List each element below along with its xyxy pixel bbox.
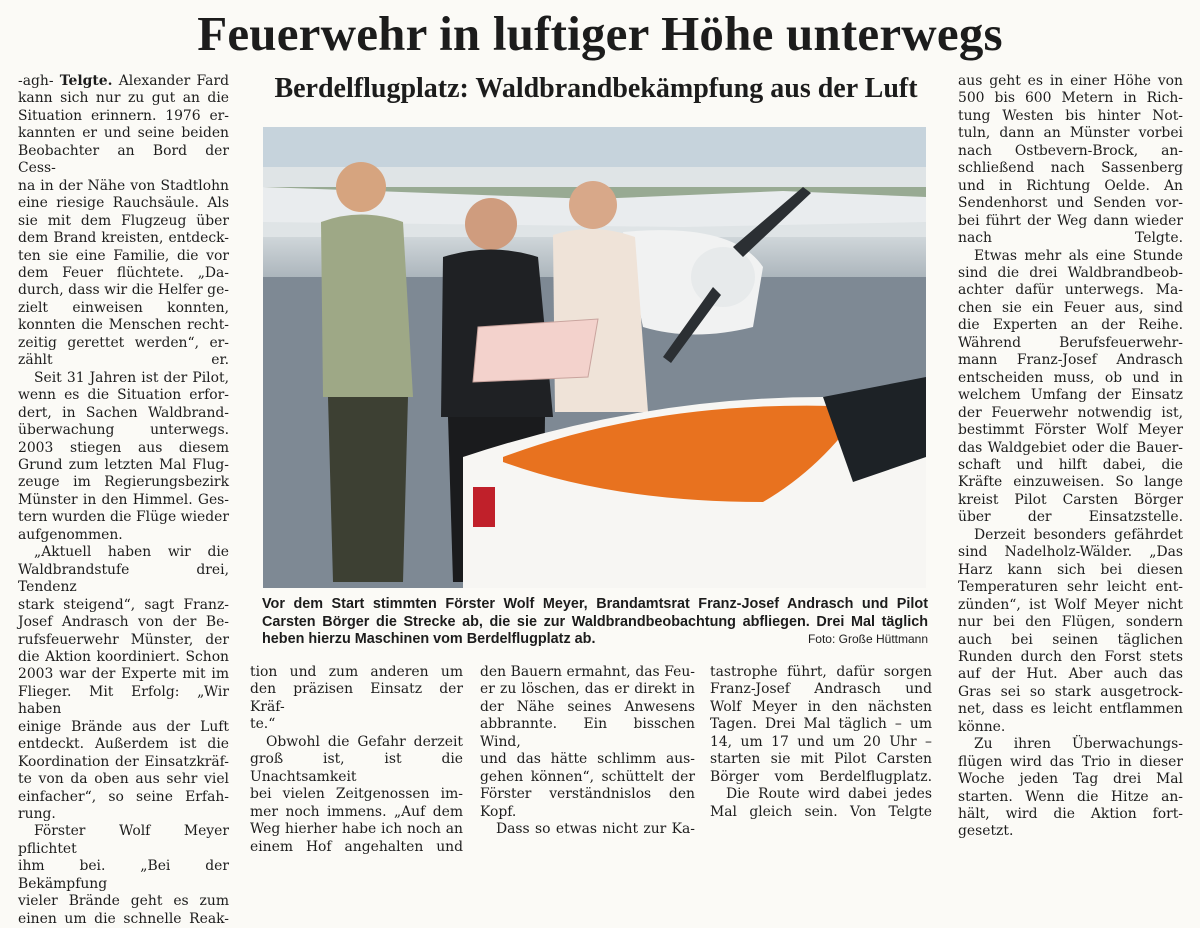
- paragraph-10: [710, 786, 932, 821]
- photo-credit: Foto: Große Hüttmann: [807, 632, 928, 647]
- text-line: zünden“, ist Wolf Meyer nicht: [958, 596, 1183, 613]
- text-line: sie mit dem Flugzeug über: [18, 212, 229, 229]
- text-line: tung Westen bis hinter Not-: [958, 107, 1183, 124]
- text-line: starten. Wenn die Hitze an-: [958, 788, 1183, 805]
- text-line: Woche jeden Tag drei Mal: [958, 771, 1183, 788]
- person-forester-shirt: [321, 215, 413, 398]
- text-line: tuln, dann an Münster vorbei: [958, 125, 1183, 142]
- car-taillight: [473, 487, 495, 527]
- article-headline: Feuerwehr in luftiger Höhe unterwegs: [197, 6, 1003, 61]
- text-line: Weg hierher habe ich noch an: [250, 821, 463, 838]
- text-line: entdeckt. Außerdem ist die: [18, 736, 229, 753]
- text-line: gehen können“, schüttelt der: [480, 768, 695, 785]
- text-line: auf der Hut. Aber auch das: [958, 666, 1183, 683]
- paragraph-7: [480, 664, 695, 821]
- text-line: auch bei seinen täglichen: [958, 631, 1183, 648]
- text-line: Förster Wolf Meyer pflichtet: [18, 823, 229, 857]
- article-column-1: [18, 73, 229, 928]
- paragraph-9: [710, 664, 932, 786]
- map-sheet: [473, 319, 598, 382]
- text-line: zählt er.: [18, 352, 229, 369]
- person-firefighter-head: [465, 198, 517, 250]
- text-line: Temperaturen sehr leicht ent-: [958, 579, 1183, 596]
- text-line: kann sich nur zu gut an die: [18, 90, 229, 107]
- text-line: ihm bei. „Bei der Bekämpfung: [18, 858, 229, 892]
- text-line: den präzisen Einsatz der Kräf-: [250, 681, 463, 715]
- text-line: stark steigend“, sagt Franz-: [18, 596, 229, 613]
- text-line: einen um die schnelle Reak-: [18, 910, 229, 927]
- text-line: nach Ostbevern-Brock, an-: [958, 142, 1183, 159]
- text-line: schließend nach Sassenberg: [958, 160, 1183, 177]
- text-line: hält, wird die Aktion fort-: [958, 806, 1183, 823]
- text-line: Sendenhorst und Senden vor-: [958, 195, 1183, 212]
- article-column-4: [710, 664, 932, 821]
- text-line: te.“: [250, 716, 276, 733]
- text-line: rufsfeuerwehr Münster, der: [18, 631, 229, 648]
- text-line: konnten die Menschen recht-: [18, 317, 229, 334]
- text-line: abbrannte. Ein bisschen Wind,: [480, 716, 695, 750]
- text-line: aus geht es in einer Höhe von: [958, 73, 1183, 89]
- text-line: tastrophe führt, dafür sorgen: [710, 664, 932, 680]
- text-line: tion und zum anderen um: [250, 664, 463, 680]
- text-line: er zu löschen, das er direkt in: [480, 681, 695, 698]
- text-line: ten sie eine Familie, die vor: [18, 247, 229, 264]
- paragraph-8: [480, 821, 695, 838]
- text-line: Tagen. Drei Mal täglich – um: [710, 716, 932, 733]
- text-line: bestimmt Förster Wolf Meyer: [958, 422, 1183, 439]
- text-line: Münster in den Himmel. Ges-: [18, 491, 229, 508]
- text-line: vieler Brände geht es zum: [18, 893, 229, 910]
- text-line: dert, in Sachen Waldbrand-: [18, 404, 229, 421]
- text-line: und in Richtung Oelde. An: [958, 177, 1183, 194]
- text-line: Runden durch den Forst stets: [958, 648, 1183, 665]
- text-line: bei vielen Zeitgenossen im-: [250, 786, 463, 803]
- text-line: mann Franz-Josef Andrasch: [958, 352, 1183, 369]
- text-line: Situation erinnern. 1976 er-: [18, 107, 229, 124]
- text-line: Koordination der Einsatzkräf-: [18, 753, 229, 770]
- text-line: einige Brände aus der Luft: [18, 718, 229, 735]
- text-line: gesetzt.: [958, 823, 1014, 840]
- text-line: Flieger. Mit Erfolg: „Wir haben: [18, 683, 229, 718]
- article-column-3: [480, 664, 695, 839]
- paragraph-6: [250, 734, 463, 856]
- text-line: dem Brand kreisten, entdeck-: [18, 230, 229, 247]
- text-line: Franz-Josef Andrasch und: [710, 681, 932, 698]
- paragraph-1: [18, 73, 229, 370]
- text-line: Grund zum letzten Mal Flug-: [18, 456, 229, 473]
- text-line: Während Berufsfeuerwehr-: [958, 334, 1183, 351]
- text-line: starten sie mit Pilot Carsten: [710, 751, 932, 768]
- text-line: nur bei den Flügen, sondern: [958, 614, 1183, 631]
- airplane-nose: [691, 247, 755, 307]
- text-line: Josef Andrasch von der Be-: [18, 614, 229, 631]
- text-line: „Aktuell haben wir die: [34, 544, 229, 561]
- text-line: dem Feuer flüchtete. „Da-: [18, 264, 229, 281]
- text-line: über der Einsatzstelle.: [958, 509, 1183, 526]
- person-forester-head: [336, 162, 386, 212]
- text-line: 2003 war der Experte mit im: [18, 666, 229, 683]
- person-pilot-shirt: [553, 229, 648, 412]
- paragraph-2: [18, 370, 229, 545]
- text-line: durch, dass wir die Helfer ge-: [18, 282, 229, 299]
- text-line: kannten er und seine beiden: [18, 125, 229, 142]
- text-line: das Waldgebiet oder die Bauer-: [958, 439, 1183, 456]
- text-line: Börger vom Berdelflugplatz.: [710, 768, 932, 785]
- paragraph-12: [958, 248, 1183, 527]
- text-line: sind die drei Waldbrandbeob-: [958, 264, 1183, 281]
- text-line: und das hätte schlimm aus-: [480, 751, 695, 768]
- text-line: flügen wird das Trio in dieser: [958, 753, 1183, 770]
- text-line: Zu ihren Überwachungs-: [974, 736, 1183, 753]
- photo-illustration: [263, 127, 926, 588]
- text-line: te von da oben aus sehr viel: [18, 771, 229, 788]
- text-line: 500 bis 600 Metern in Rich-: [958, 90, 1183, 107]
- text-line: könne.: [958, 718, 1006, 735]
- text-line: der Feuerwehr notwendig ist,: [958, 404, 1183, 421]
- text-line: Derzeit besonders gefährdet: [974, 526, 1183, 543]
- text-line: Kräfte einzuweisen. So lange: [958, 474, 1183, 491]
- text-line: Etwas mehr als eine Stunde: [974, 247, 1183, 264]
- text-line: die Aktion koordiniert. Schon: [18, 648, 229, 665]
- text-line: Die Route wird dabei jedes: [726, 786, 932, 803]
- dateline: -agh-: [18, 73, 54, 89]
- article-subheadline: Berdelflugplatz: Waldbrandbekämpfung aus der Luft: [274, 73, 918, 104]
- text-line: Wolf Meyer in den nächsten: [710, 698, 932, 715]
- article-photo: [263, 127, 926, 588]
- text-line: Dass so etwas nicht zur Ka-: [496, 821, 695, 838]
- text-line: Beobachter an Bord der Cess-: [18, 142, 229, 177]
- text-line: 14, um 17 und um 20 Uhr –: [710, 733, 932, 750]
- text-line: schaft und hilft dabei, die: [958, 456, 1183, 473]
- text-line: einem Hof angehalten und: [250, 838, 463, 855]
- text-line: rung.: [18, 806, 56, 823]
- text-line: net, dass es leicht entflammen: [958, 701, 1183, 718]
- text-line: kreist Pilot Carsten Börger: [958, 491, 1183, 508]
- text-line: Alexander Fard: [118, 73, 229, 89]
- text-line: zielt einweisen konnten,: [18, 299, 229, 316]
- text-line: eine riesige Rauchsäule. Als: [18, 195, 229, 212]
- text-line: bei führt der Weg dann wieder: [958, 212, 1183, 229]
- text-line: wenn es die Situation erfor-: [18, 387, 229, 404]
- text-line: tern wurden die Flüge wieder: [18, 509, 229, 526]
- paragraph-13: [958, 527, 1183, 736]
- text-line: nach Telgte.: [958, 230, 1183, 247]
- person-pilot-head: [569, 181, 617, 229]
- text-line: mer noch immens. „Auf dem: [250, 803, 463, 820]
- paragraph-14: [958, 736, 1183, 841]
- article-column-2: [250, 664, 463, 856]
- text-line: Waldbrandstufe drei, Tendenz: [18, 561, 229, 596]
- person-forester-trousers: [328, 397, 408, 582]
- text-line: groß ist, ist die Unachtsamkeit: [250, 751, 463, 785]
- text-line: sind Nadelholz-Wälder. „Das: [958, 544, 1183, 561]
- text-line: Seit 31 Jahren ist der Pilot,: [34, 369, 229, 386]
- text-line: achter dafür unterwegs. Ma-: [958, 282, 1183, 299]
- article-column-5: [958, 73, 1183, 841]
- text-line: aufgenommen.: [18, 526, 123, 543]
- text-line: Gras sei so stark ausgetrock-: [958, 683, 1183, 700]
- paragraph-3: [18, 544, 229, 823]
- text-line: zeitig gerettet werden“, er-: [18, 334, 229, 351]
- text-line: Förster verständnislos den: [480, 786, 695, 803]
- dateline-place: Telgte.: [59, 73, 113, 89]
- text-line: Kopf.: [480, 803, 517, 820]
- text-line: die Experten an der Reihe.: [958, 317, 1183, 334]
- photo-caption: Vor dem Start stimmten Förster Wolf Meyer, Brandamtsrat Franz-Josef Andrasch und Pilot Carsten Börger die Strecke ab, die sie zur Waldbrandbeobachtung abfliegen. Drei Mal täglich heben hierzu Maschinen vom Berdelflugplatz ab. Foto: Große Hüttmann: [262, 596, 928, 648]
- paragraph-11: [958, 73, 1183, 248]
- text-line: Mal gleich sein. Von Telgte: [710, 803, 932, 820]
- text-line: chen sie ein Feuer aus, sind: [958, 299, 1183, 316]
- text-line: Harz kann sich bei diesen: [958, 561, 1183, 578]
- text-line: 2003 stiegen aus diesem: [18, 439, 229, 456]
- paragraph-4: [18, 823, 229, 928]
- text-line: einfacher“, so seine Erfah-: [18, 788, 229, 805]
- text-line: überwachung unterwegs.: [18, 422, 229, 439]
- text-line: der Nähe seines Anwesens: [480, 698, 695, 715]
- text-line: na in der Nähe von Stadtlohn: [18, 177, 229, 194]
- text-line: den Bauern ermahnt, das Feu-: [480, 664, 695, 680]
- text-line: zeuge im Regierungsbezirk: [18, 474, 229, 491]
- text-line: welchem Umfang der Einsatz: [958, 387, 1183, 404]
- text-line: entscheiden muss, ob und in: [958, 369, 1183, 386]
- text-line: Obwohl die Gefahr derzeit: [266, 733, 463, 750]
- paragraph-5: [250, 664, 463, 734]
